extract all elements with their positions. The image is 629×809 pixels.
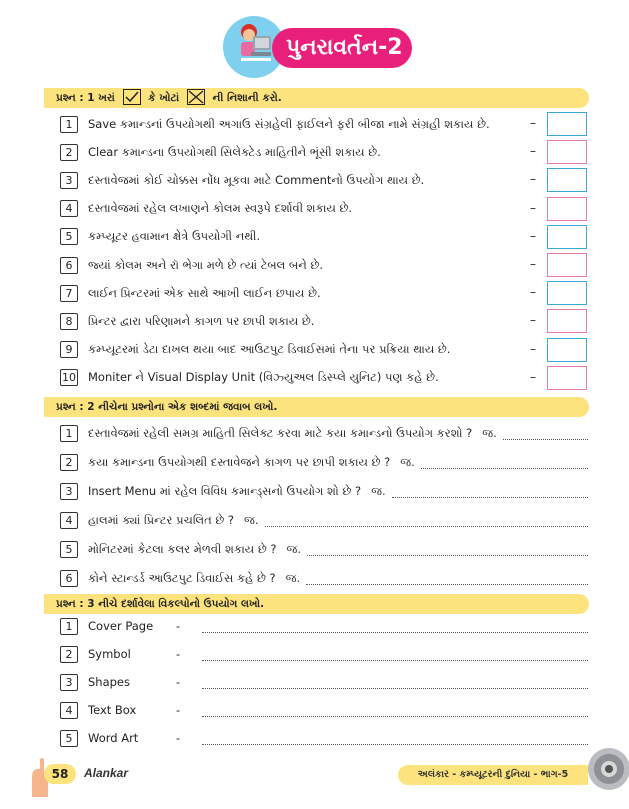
q3-option-label: Cover Page [88, 619, 154, 633]
q3-option-label: Word Art [88, 731, 139, 745]
q1-item [60, 367, 439, 389]
option-dash: - [176, 647, 181, 661]
q3-item [60, 671, 588, 693]
answer-prefix: જ. [400, 454, 415, 469]
q3-item [60, 643, 588, 665]
answer-dash: – [530, 369, 536, 384]
series-title: અલંકાર - કમ્પ્યૂટરની દુનિયા - ભાગ-5 [398, 765, 588, 785]
q1-item-text: દસ્તાવેજમાં કોઈ ચોક્કસ નોંધ મૂકવા માટે Commentનો ઉપયોગ થાય છે. [88, 172, 425, 187]
q1-item [60, 141, 381, 163]
q1-item [60, 113, 490, 135]
q2-question-text: Insert Menu માં રહેલ વિવિધ કમાન્ડ્સનો ઉપયોગ શો છે ? [88, 483, 362, 498]
answer-box[interactable] [547, 140, 587, 164]
answer-line[interactable] [392, 485, 588, 498]
q2-section-bar [44, 397, 589, 417]
q1-item-text: Save કમાન્ડનાં ઉપયોગથી અગાઉ સંગ્રહેલી ફાઈલને ફરી બીજા નામે સંગ્રહી શકાય છે. [88, 116, 490, 131]
q2-item [60, 422, 588, 444]
q2-item [60, 567, 588, 589]
q1-item-text: કમ્પ્યૂટર હવામાન ક્ષેત્રે ઉપયોગી નથી. [88, 229, 261, 244]
q1-item-text: Clear કમાન્ડના ઉપયોગથી સિલેક્ટેડ માહિતીને ભૂંસી શકાય છે. [88, 144, 381, 159]
option-dash: - [176, 619, 181, 633]
answer-box[interactable] [547, 338, 587, 362]
q1-section-bar [44, 88, 589, 108]
answer-box[interactable] [547, 366, 587, 390]
q3-option-label: Shapes [88, 675, 131, 689]
answer-area [276, 571, 588, 586]
answer-box[interactable] [547, 253, 587, 277]
q1-item-text: Moniter ને Visual Display Unit (વિઝ્યુઅલ ડિસ્પ્લે યુનિટ) પણ કહે છે. [88, 370, 439, 385]
item-number: 1 [60, 618, 78, 635]
q2-item [60, 538, 588, 560]
q1-item-text: પ્રિન્ટર દ્વારા પરિણામને કાગળ પર છાપી શકાય છે. [88, 313, 315, 328]
item-number: 4 [60, 200, 78, 217]
answer-dash: – [530, 285, 536, 300]
q3-option-label: Text Box [88, 703, 137, 717]
answer-line[interactable] [202, 648, 588, 661]
option-dash: - [176, 703, 181, 717]
item-number: 2 [60, 454, 78, 471]
answer-area [361, 484, 588, 499]
q1-item [60, 310, 314, 332]
child-at-computer-icon [237, 22, 273, 70]
answer-dash: – [530, 200, 536, 215]
q1-item [60, 226, 260, 248]
header [217, 12, 417, 82]
answer-line[interactable] [306, 572, 588, 585]
answer-dash: – [530, 172, 536, 187]
item-number: 5 [60, 730, 78, 747]
q1-title-pre: પ્રશ્ન : 1 ખરાં [56, 92, 115, 104]
cd-disc-icon [587, 747, 629, 791]
answer-line[interactable] [503, 427, 588, 440]
item-number: 9 [60, 341, 78, 358]
answer-dash: – [530, 341, 536, 356]
item-number: 2 [60, 646, 78, 663]
q1-item [60, 282, 321, 304]
brand-logo: Alankar [84, 766, 129, 780]
q1-item-text: દસ્તાવેજમાં રહેલ લખાણને કોલમ સ્વરૂપે દર્શાવી શકાય છે. [88, 201, 353, 216]
answer-prefix: જ. [286, 541, 302, 556]
answer-prefix: જ. [244, 512, 259, 527]
q2-question-text: દસ્તાવેજમાં રહેલી સમગ્ર માહિતી સિલેક્ટ કરવા માટે કયા કમાન્ડનો ઉપયોગ કરશો ? [88, 425, 473, 440]
option-dash: - [176, 675, 181, 689]
q2-title: પ્રશ્ન : 2 નીચેના પ્રશ્નોના એક શબ્દમાં જવાબ લખો. [56, 401, 278, 413]
q2-question-text: મોનિટરમાં કેટલા કલર મેળવી શકાય છે ? [88, 541, 277, 556]
item-number: 5 [60, 228, 78, 245]
answer-line[interactable] [421, 456, 588, 469]
answer-area [277, 542, 588, 557]
q2-question-text: કોને સ્ટાન્ડર્ડ આઉટપુટ ડિવાઈસ કહે છે ? [88, 570, 276, 585]
answer-area [390, 455, 588, 470]
q1-item [60, 339, 450, 361]
q3-title: પ્રશ્ન : 3 નીચે દર્શાવેલા વિકલ્પોનો ઉપયોગ લખો. [56, 598, 265, 610]
option-dash: - [176, 731, 181, 745]
answer-box[interactable] [547, 168, 587, 192]
q3-item [60, 699, 588, 721]
q3-item [60, 727, 588, 749]
answer-box[interactable] [547, 309, 587, 333]
cross-box-icon [187, 89, 205, 105]
q1-title-mid: કે ખોટાં [148, 92, 180, 104]
answer-box[interactable] [547, 197, 587, 221]
item-number: 3 [60, 172, 78, 189]
answer-prefix: જ. [285, 570, 301, 585]
answer-dash: – [530, 257, 536, 271]
item-number: 7 [60, 285, 78, 302]
item-number: 2 [60, 144, 78, 161]
item-number: 8 [60, 313, 78, 330]
answer-dash: – [530, 116, 536, 130]
answer-dash: – [530, 313, 536, 328]
q2-item [60, 509, 588, 531]
answer-dash: – [530, 228, 536, 243]
q2-question-text: હાલમાં ક્યાં પ્રિન્ટર પ્રચલિત છે ? [88, 512, 235, 527]
answer-box[interactable] [547, 225, 587, 249]
answer-box[interactable] [547, 112, 587, 136]
item-number: 6 [60, 570, 78, 587]
item-number: 10 [62, 371, 76, 385]
q3-section-bar [44, 594, 589, 614]
page-number: 58 [44, 764, 76, 784]
answer-line[interactable] [202, 620, 588, 633]
q3-option-label: Symbol [88, 647, 131, 661]
item-number: 5 [60, 541, 78, 558]
q1-item-text: કમ્પ્યૂટરમાં ડેટા દાખલ થયા બાદ આઉટપુટ ડિવાઈસમાં તેના પર પ્રક્રિયા થાય છે. [88, 342, 451, 357]
item-number: 6 [60, 257, 78, 274]
item-number: 3 [60, 483, 78, 500]
q1-item [60, 169, 424, 191]
q1-title-post: ની નિશાની કરો. [212, 92, 282, 104]
page-title: પુનરાવર્તન-2 [272, 28, 412, 68]
q1-item [60, 198, 352, 220]
answer-line[interactable] [202, 732, 588, 745]
q2-item [60, 480, 588, 502]
item-number: 3 [60, 674, 78, 691]
answer-prefix: જ. [482, 425, 497, 440]
q1-item-text: જ્યાં કોલમ અને રૉ ભેગા મળે છે ત્યાં ટેબલ બને છે. [88, 257, 324, 272]
q1-item [60, 254, 323, 276]
answer-box[interactable] [547, 281, 587, 305]
item-number: 1 [60, 116, 78, 133]
q3-item [60, 615, 588, 637]
answer-area [234, 513, 588, 528]
item-number: 4 [60, 702, 78, 719]
q1-item-text: લાઈન પ્રિન્ટરમાં એક સાથે આખી લાઈન છપાય છે. [88, 285, 321, 300]
answer-line[interactable] [202, 704, 588, 717]
item-number: 1 [60, 425, 78, 442]
answer-line[interactable] [307, 543, 588, 556]
tick-box-icon [123, 89, 141, 105]
q2-item [60, 451, 588, 473]
answer-dash: – [530, 144, 536, 159]
answer-area [472, 426, 588, 441]
item-number: 4 [60, 512, 78, 529]
answer-prefix: જ. [371, 483, 386, 498]
answer-line[interactable] [202, 676, 588, 689]
answer-line[interactable] [265, 514, 588, 527]
q2-question-text: કયા કમાન્ડના ઉપયોગથી દસ્તાવેજને કાગળ પર છાપી શકાય છે ? [88, 454, 391, 469]
